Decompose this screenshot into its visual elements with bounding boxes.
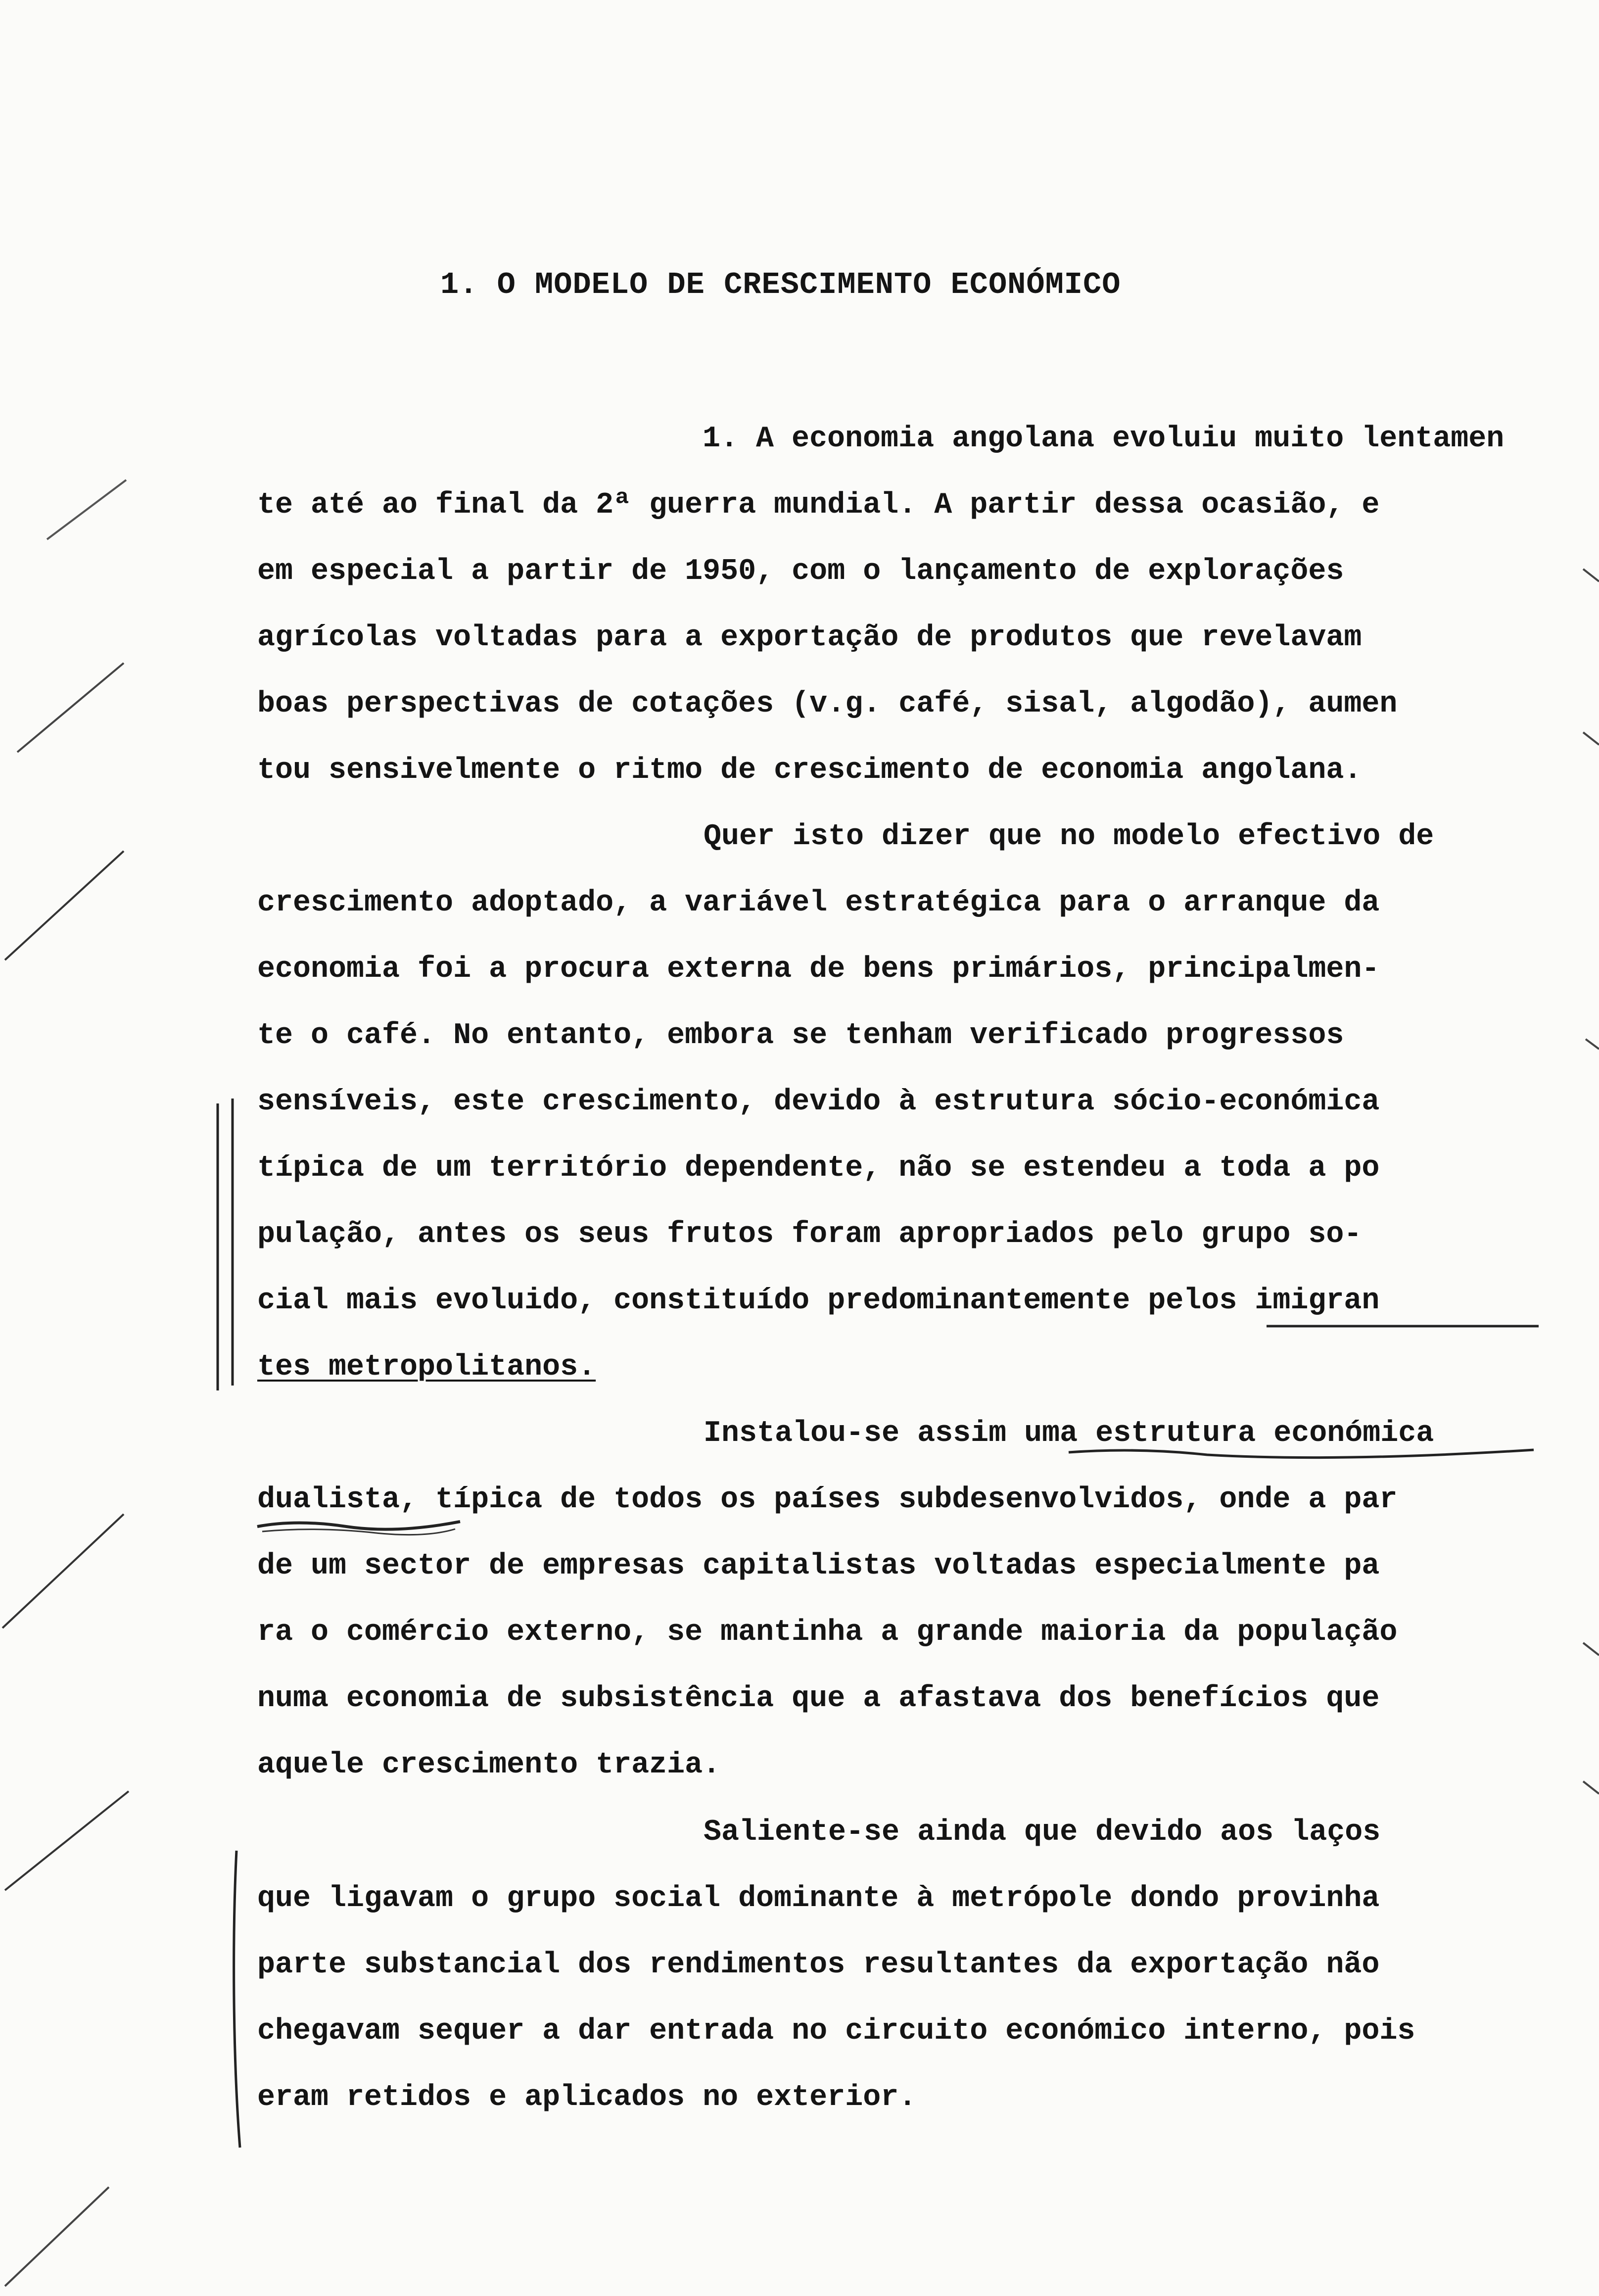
margin-stroke xyxy=(47,480,126,539)
text-line: Quer isto dizer que no modelo efectivo de xyxy=(704,820,1434,854)
text-line: cial mais evoluido, constituído predominantemente pelos imigran xyxy=(257,1284,1380,1318)
margin-bracket xyxy=(234,1851,240,2148)
paragraph-3 xyxy=(257,1400,1568,1798)
text-line: boas perspectivas de cotações (v.g. café, sisal, algodão), aumen xyxy=(257,687,1398,721)
text-line: agrícolas voltadas para a exportação de produtos que revelavam xyxy=(257,621,1362,655)
text-line: Saliente-se ainda que devido aos laços xyxy=(704,1816,1381,1849)
text-line: parte substancial dos rendimentos resultantes da exportação não xyxy=(257,1948,1380,1982)
edge-tick xyxy=(1583,732,1599,745)
text-line: aquele crescimento trazia. xyxy=(257,1748,721,1782)
text-line: tes metropolitanos. xyxy=(257,1350,596,1384)
section-title: 1. O MODELO DE CRESCIMENTO ECONÓMICO xyxy=(440,267,1121,302)
text-line: em especial a partir de 1950, com o lançamento de explorações xyxy=(257,555,1344,588)
edge-tick xyxy=(1583,1781,1599,1794)
margin-stroke xyxy=(2,1514,124,1628)
text-line: sensíveis, este crescimento, devido à estrutura sócio-económica xyxy=(257,1085,1380,1119)
text-line: que ligavam o grupo social dominante à metrópole dondo provinha xyxy=(257,1882,1380,1915)
text-line: tou sensivelmente o ritmo de crescimento de economia angolana. xyxy=(257,754,1362,787)
text-line: numa economia de subsistência que a afastava dos benefícios que xyxy=(257,1682,1380,1716)
margin-stroke xyxy=(5,2187,109,2286)
text-line: típica de um território dependente, não se estendeu a toda a po xyxy=(257,1151,1380,1185)
text-line: te até ao final da 2ª guerra mundial. A partir dessa ocasião, e xyxy=(257,488,1380,522)
text-line: Instalou-se assim uma estrutura económica xyxy=(704,1417,1434,1450)
text-line: crescimento adoptado, a variável estratégica para o arranque da xyxy=(257,886,1380,920)
margin-stroke xyxy=(5,851,124,960)
edge-tick xyxy=(1586,1039,1599,1049)
paragraph-4 xyxy=(257,1799,1568,2131)
text-line: pulação, antes os seus frutos foram apropriados pelo grupo so- xyxy=(257,1218,1362,1251)
paragraph-1 xyxy=(257,406,1568,804)
text-line: te o café. No entanto, embora se tenham verificado progressos xyxy=(257,1019,1344,1052)
text-line: eram retidos e aplicados no exterior. xyxy=(257,2081,917,2114)
text-line: economia foi a procura externa de bens primários, principalmen- xyxy=(257,953,1380,986)
text-line: ra o comércio externo, se mantinha a grande maioria da população xyxy=(257,1616,1398,1649)
text-line: de um sector de empresas capitalistas voltadas especialmente pa xyxy=(257,1549,1380,1583)
margin-stroke xyxy=(17,663,124,752)
margin-stroke xyxy=(5,1791,129,1890)
edge-tick xyxy=(1583,569,1599,581)
edge-tick xyxy=(1583,1643,1599,1655)
text-line: 1. A economia angolana evoluiu muito lentamen xyxy=(703,422,1505,456)
paragraph-2 xyxy=(257,804,1568,1400)
text-line: chegavam sequer a dar entrada no circuito económico interno, pois xyxy=(257,2014,1415,2048)
text-line: dualista, típica de todos os países subdesenvolvidos, onde a par xyxy=(257,1483,1398,1517)
